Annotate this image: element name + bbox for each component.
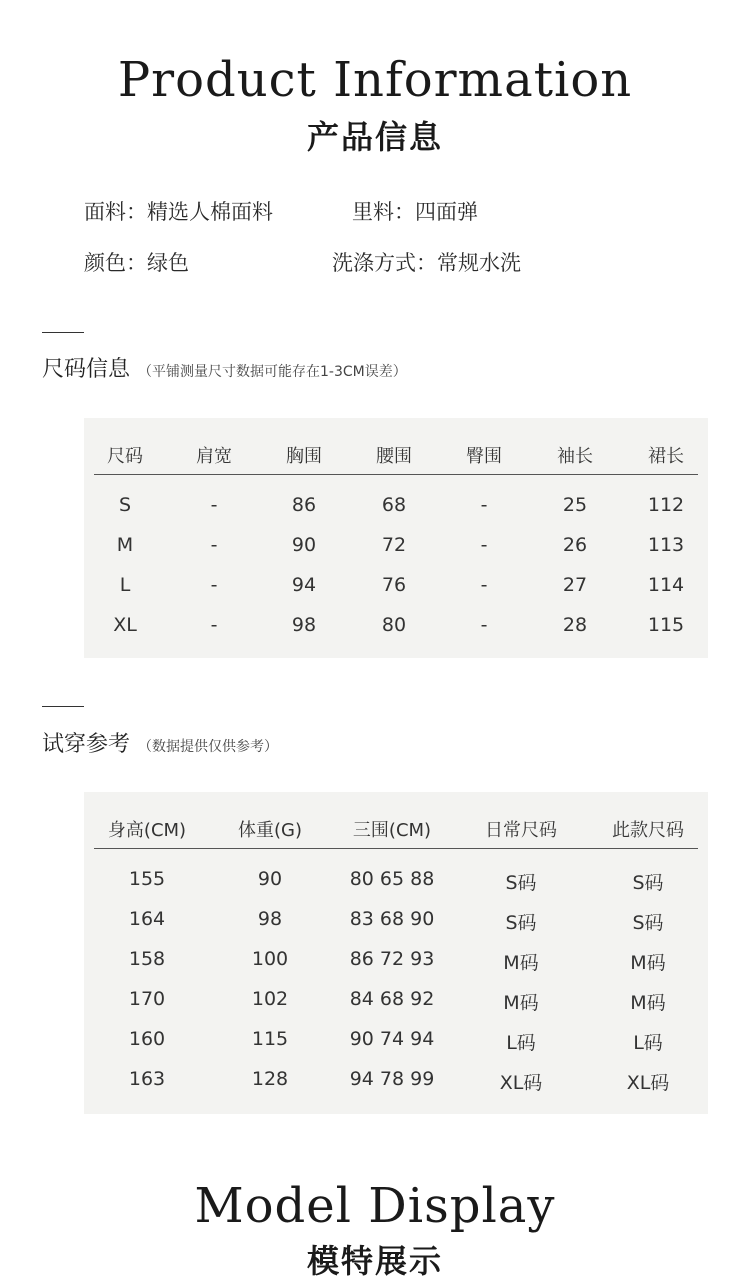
table-cell: 160	[128, 1028, 166, 1050]
size-table-header	[94, 442, 698, 468]
table-cell: 76	[381, 574, 407, 596]
table-cell: XL码	[626, 1072, 670, 1094]
table-cell: -	[210, 494, 218, 516]
table-cell: 164	[128, 908, 166, 930]
table-cell: 112	[647, 494, 685, 516]
table-cell: L	[119, 574, 131, 596]
table-cell: 170	[128, 988, 166, 1010]
table-row	[94, 494, 698, 516]
table-cell: 113	[647, 534, 685, 556]
size-section-title: 尺码信息	[42, 357, 131, 382]
table-cell: XL码	[499, 1072, 543, 1094]
table-row	[94, 868, 698, 895]
table-cell: M码	[503, 952, 539, 974]
table-cell: M	[116, 534, 134, 556]
table-cell: 94	[291, 574, 317, 596]
table-cell: 114	[647, 574, 685, 596]
table-cell: -	[210, 534, 218, 556]
table-row	[94, 1028, 698, 1055]
table-cell: 72	[381, 534, 407, 556]
table-cell: S码	[632, 912, 664, 934]
table-cell: -	[480, 574, 488, 596]
table-cell: -	[210, 614, 218, 636]
table-row	[94, 574, 698, 596]
header-divider	[94, 848, 698, 849]
table-cell: 98	[291, 614, 317, 636]
size-header-cell: 胸围	[286, 446, 322, 467]
table-cell: -	[210, 574, 218, 596]
fit-header-cell: 三围(CM)	[352, 820, 432, 841]
size-header-cell: 尺码	[107, 446, 143, 467]
header-divider	[94, 474, 698, 475]
table-cell: 158	[128, 948, 166, 970]
size-header-cell: 腰围	[376, 446, 412, 467]
table-cell: 115	[251, 1028, 289, 1050]
fit-header-cell: 体重(G)	[238, 820, 302, 841]
table-cell: L码	[506, 1032, 536, 1054]
table-cell: 80 65 88	[349, 868, 435, 890]
table-row	[94, 948, 698, 975]
fit-header-cell: 日常尺码	[485, 820, 557, 841]
table-cell: 27	[562, 574, 588, 596]
table-cell: L码	[633, 1032, 663, 1054]
table-cell: -	[480, 534, 488, 556]
table-cell: 28	[562, 614, 588, 636]
table-cell: 163	[128, 1068, 166, 1090]
model-display-title-cn: 模特展示	[306, 1242, 443, 1278]
color-info: 颜色：绿色	[84, 251, 189, 275]
size-header-cell: 袖长	[557, 446, 593, 467]
fit-section-title: 试穿参考	[42, 732, 131, 757]
table-row	[94, 614, 698, 636]
size-header-cell: 裙长	[648, 446, 684, 467]
size-header-cell: 肩宽	[196, 446, 232, 467]
fabric-info: 面料：精选人棉面料	[84, 200, 273, 224]
fit-table	[84, 792, 708, 1114]
table-cell: 155	[128, 868, 166, 890]
size-table	[84, 418, 708, 658]
table-cell: 86 72 93	[349, 948, 435, 970]
table-row	[94, 534, 698, 556]
table-cell: S	[118, 494, 132, 516]
table-cell: XL	[113, 614, 137, 636]
table-cell: 100	[251, 948, 289, 970]
table-cell: 90	[291, 534, 317, 556]
table-cell: S码	[632, 872, 664, 894]
section-divider	[42, 332, 84, 333]
table-row	[94, 908, 698, 935]
table-cell: 102	[251, 988, 289, 1010]
table-cell: 90	[257, 868, 283, 890]
fit-header-cell: 此款尺码	[612, 820, 684, 841]
table-cell: S码	[505, 912, 537, 934]
table-cell: M码	[503, 992, 539, 1014]
table-cell: -	[480, 614, 488, 636]
page-title-en: Product Information	[117, 52, 633, 108]
table-cell: 128	[251, 1068, 289, 1090]
fit-header-cell: 身高(CM)	[107, 820, 187, 841]
table-row	[94, 1068, 698, 1095]
fit-section-heading	[42, 727, 278, 758]
table-cell: -	[480, 494, 488, 516]
lining-info: 里料：四面弹	[352, 200, 478, 224]
fit-table-header	[94, 816, 698, 842]
table-cell: 25	[562, 494, 588, 516]
fit-section-note: （数据提供仅供参考）	[138, 739, 279, 755]
table-cell: 84 68 92	[349, 988, 435, 1010]
section-divider	[42, 706, 84, 707]
model-display-title-en: Model Display	[194, 1178, 556, 1234]
table-row	[94, 988, 698, 1015]
page-title-cn: 产品信息	[306, 118, 443, 156]
wash-info: 洗涤方式：常规水洗	[332, 251, 521, 275]
table-cell: 26	[562, 534, 588, 556]
size-section-heading	[42, 352, 407, 383]
table-cell: 80	[381, 614, 407, 636]
table-cell: 68	[381, 494, 407, 516]
table-cell: 94 78 99	[349, 1068, 435, 1090]
table-cell: 98	[257, 908, 283, 930]
table-cell: 90 74 94	[349, 1028, 435, 1050]
table-cell: S码	[505, 872, 537, 894]
size-section-note: （平铺测量尺寸数据可能存在1-3CM误差）	[138, 364, 407, 380]
table-cell: 115	[647, 614, 685, 636]
size-header-cell: 臀围	[466, 446, 502, 467]
table-cell: 83 68 90	[349, 908, 435, 930]
table-cell: M码	[630, 992, 666, 1014]
table-cell: 86	[291, 494, 317, 516]
table-cell: M码	[630, 952, 666, 974]
